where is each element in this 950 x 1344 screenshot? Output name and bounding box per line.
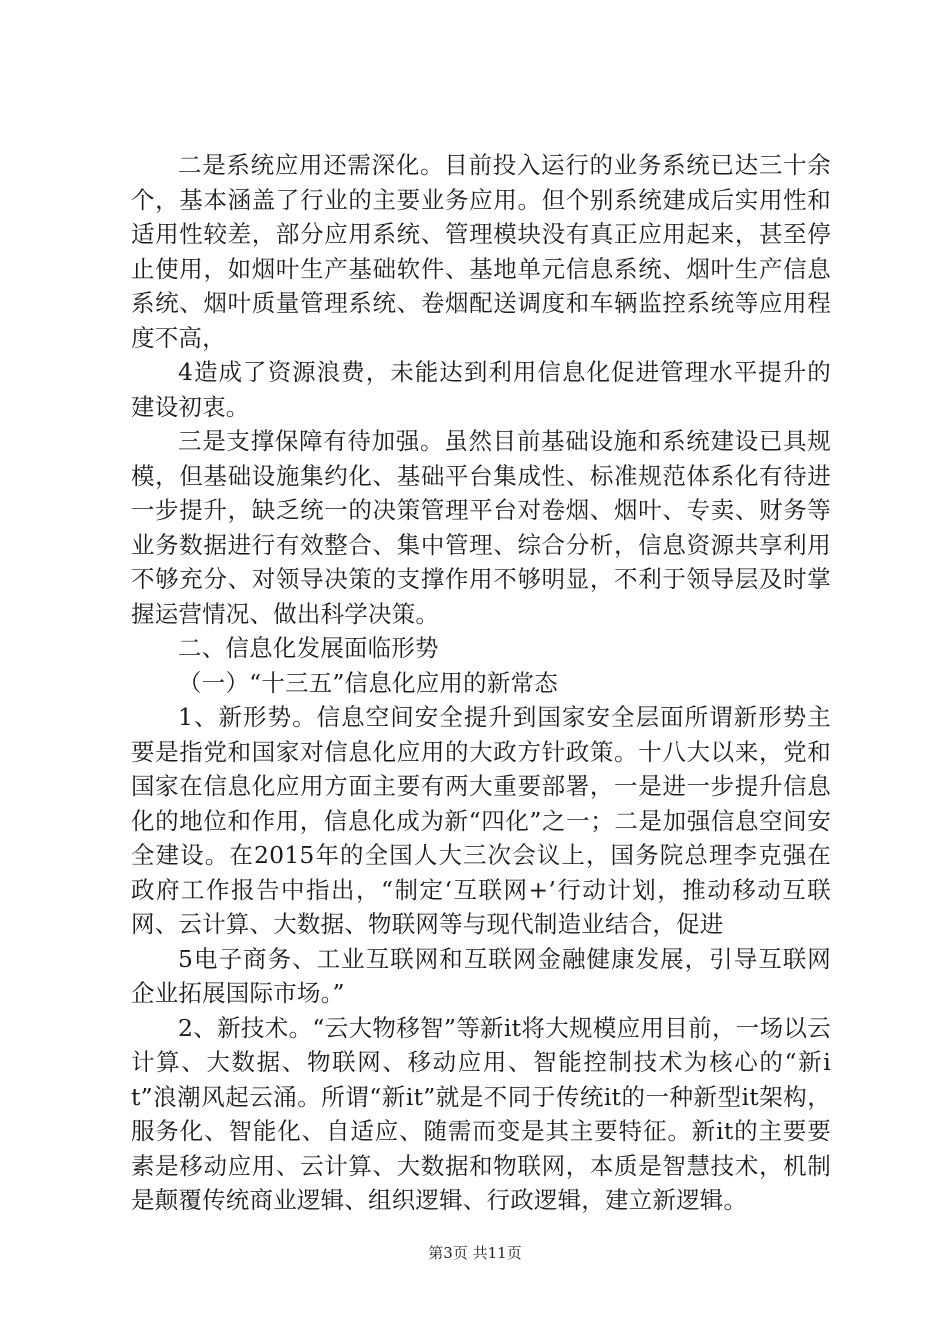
paragraph-new-situation: 1、新形势。信息空间安全提升到国家安全层面所谓新形势主要是指党和国家对信息化应用的大政方针政策。十八大以来，党和国家在信息化应用方面主要有两大重要部署，一是进一步提升信息化的地位和作用，信息化成为新“四化”之一；二是加强信息空间安全建设。在2015年的全国人大三次会议上，国务院总理李克强在政府工作报告中指出，“制定‘互联网+’行动计划，推动移动互联网、云计算、大数据、物联网等与现代制造业结合，促进 xyxy=(131,703,831,938)
paragraph-resource-waste: 4造成了资源浪费，未能达到利用信息化促进管理水平提升的建设初衷。 xyxy=(131,358,831,421)
paragraph-system-application: 二是系统应用还需深化。目前投入运行的业务系统已达三十余个，基本涵盖了行业的主要业务应用。但个别系统建成后实用性和适用性较差，部分应用系统、管理模块没有真正应用起来，甚至停止使用，如烟叶生产基础软件、基地单元信息系统、烟叶生产信息系统、烟叶质量管理系统、卷烟配送调度和车辆监控系统等应用程度不高， xyxy=(131,151,831,352)
section-heading-development-situation: 二、信息化发展面临形势 xyxy=(178,634,439,662)
document-body xyxy=(131,148,831,1218)
paragraph-new-technology: 2、新技术。“云大物移智”等新it将大规模应用目前，一场以云计算、大数据、物联网、移动应用、智能控制技术为核心的“新it”浪潮风起云涌。所谓“新it”就是不同于传统it的一种新型it架构，服务化、智能化、自适应、随需而变是其主要特征。新it的主要要素是移动应用、云计算、大数据和物联网，本质是智慧技术，机制是颠覆传统商业逻辑、组织逻辑、行政逻辑，建立新逻辑。 xyxy=(131,1013,831,1214)
paragraph-support-guarantee: 三是支撑保障有待加强。虽然目前基础设施和系统建设已具规模，但基础设施集约化、基础平台集成性、标准规范体系化有待进一步提升，缺乏统一的决策管理平台对卷烟、烟叶、专卖、财务等业务数据进行有效整合、集中管理、综合分析，信息资源共享利用不够充分、对领导决策的支撑作用不够明显，不利于领导层及时掌握运营情况、做出科学决策。 xyxy=(131,427,831,628)
paragraph-ecommerce: 5电子商务、工业互联网和互联网金融健康发展，引导互联网企业拓展国际市场。” xyxy=(131,944,831,1007)
subsection-heading-new-normal: （一）“十三五”信息化应用的新常态 xyxy=(178,668,558,697)
page-number-footer: 第3页 共11页 xyxy=(428,1244,522,1262)
